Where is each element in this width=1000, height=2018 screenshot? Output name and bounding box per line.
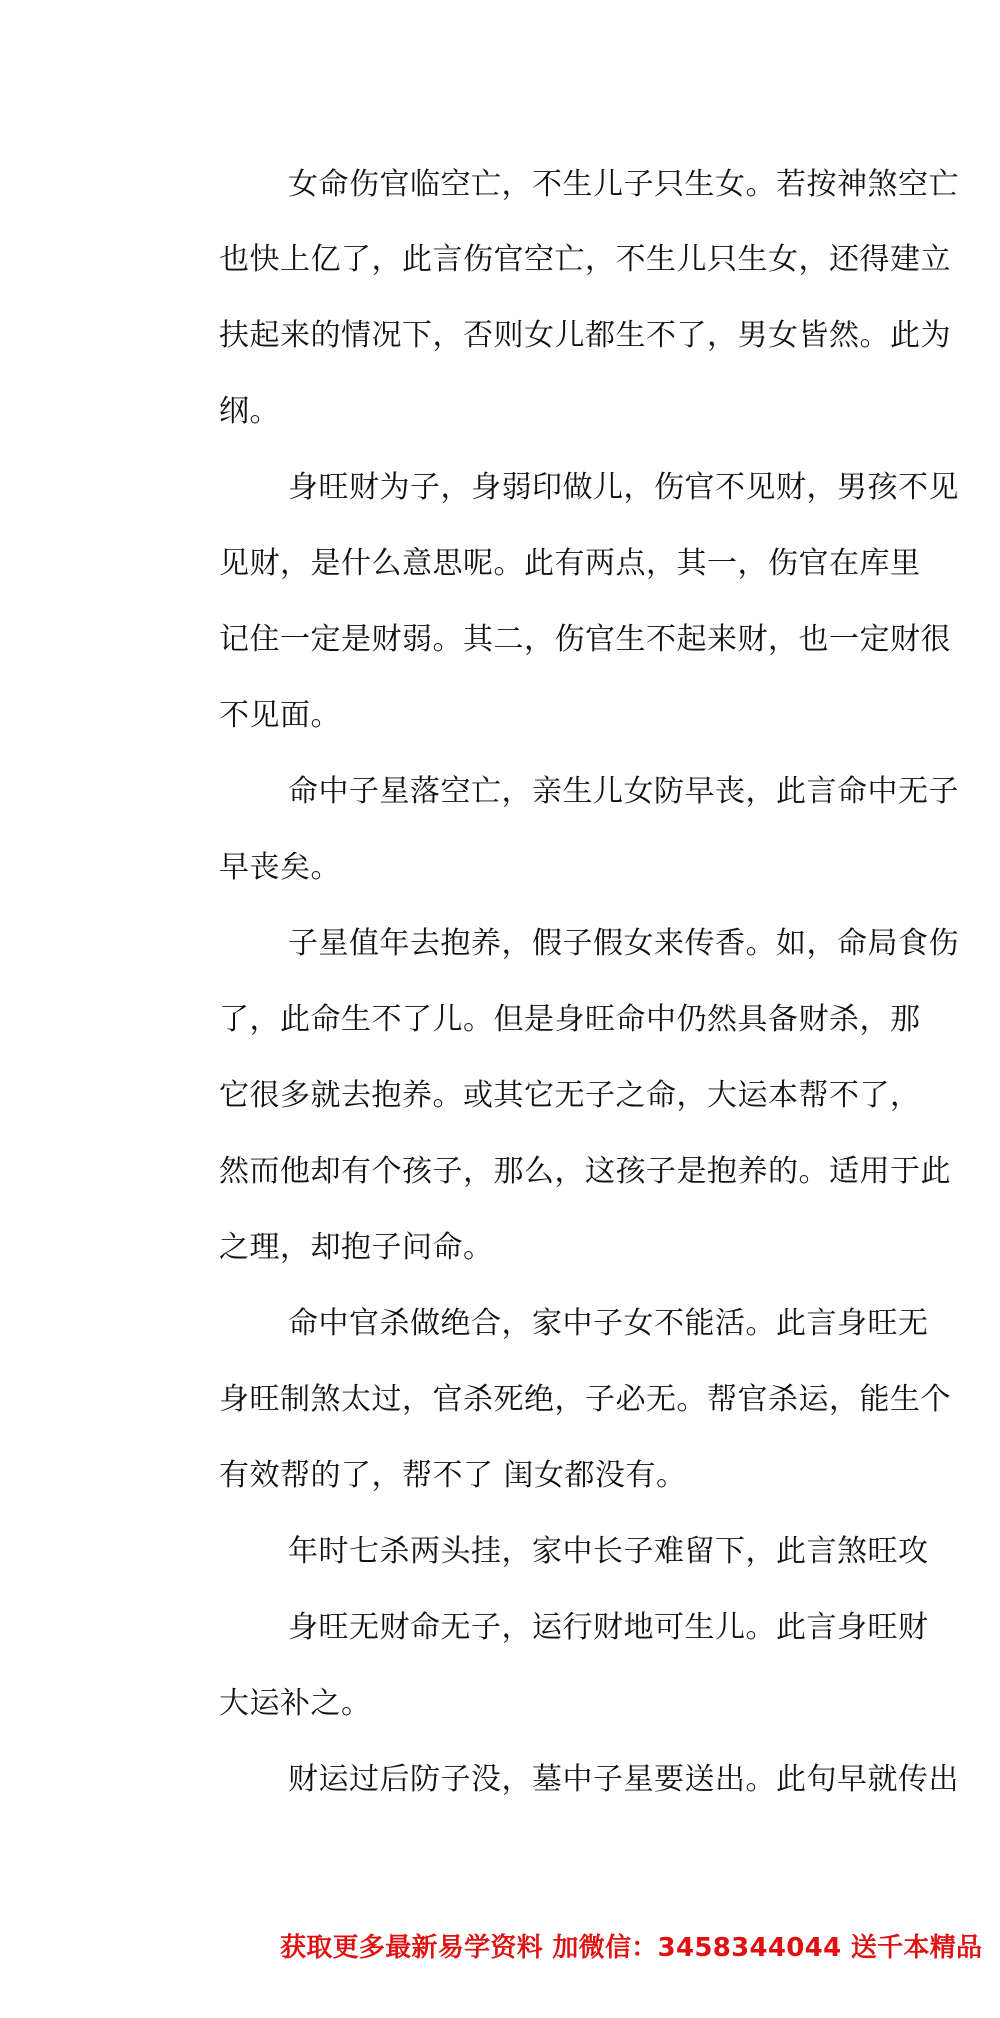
paragraph-6-line-1: 年时七杀两头挂，家中长子难留下，此言煞旺攻 [288,1534,929,1569]
paragraph-2-line-4: 不见面。 [219,698,341,733]
paragraph-4-line-2: 了，此命生不了儿。但是身旺命中仍然具备财杀，那 [219,1002,921,1037]
paragraph-2-line-2: 见财，是什么意思呢。此有两点，其一，伤官在库里 [219,546,921,581]
paragraph-7-line-2: 大运补之。 [219,1686,372,1721]
paragraph-4-line-1: 子星值年去抱养，假子假女来传香。如，命局食伤 [288,926,959,961]
paragraph-7-line-1: 身旺无财命无子，运行财地可生儿。此言身旺财 [288,1610,929,1645]
paragraph-1-line-3: 扶起来的情况下，否则女儿都生不了，男女皆然。此为 [219,318,951,353]
paragraph-3-line-2: 早丧矣。 [219,850,341,885]
paragraph-5-line-1: 命中官杀做绝合，家中子女不能活。此言身旺无 [288,1306,929,1341]
footer-promo-text: 获取更多最新易学资料 加微信：3458344044 送千本精品 [280,1933,983,1963]
paragraph-2-line-1: 身旺财为子，身弱印做儿，伤官不见财，男孩不见 [288,470,959,505]
paragraph-4-line-4: 然而他却有个孩子，那么，这孩子是抱养的。适用于此 [219,1154,951,1189]
paragraph-4-line-5: 之理，却抱子问命。 [219,1230,494,1265]
paragraph-8-line-1: 财运过后防子没，墓中子星要送出。此句早就传出 [288,1762,959,1797]
paragraph-1-line-2: 也快上亿了，此言伤官空亡，不生儿只生女，还得建立 [219,242,951,277]
paragraph-3-line-1: 命中子星落空亡，亲生儿女防早丧，此言命中无子 [288,774,959,809]
paragraph-5-line-3: 有效帮的了，帮不了 闺女都没有。 [219,1458,687,1493]
paragraph-4-line-3: 它很多就去抱养。或其它无子之命，大运本帮不了， [219,1078,921,1113]
paragraph-2-line-3: 记住一定是财弱。其二，伤官生不起来财，也一定财很 [219,622,951,657]
paragraph-5-line-2: 身旺制煞太过，官杀死绝，子必无。帮官杀运，能生个 [219,1382,951,1417]
paragraph-1-line-4: 纲。 [219,394,280,429]
paragraph-1-line-1: 女命伤官临空亡，不生儿子只生女。若按神煞空亡 [288,167,959,202]
